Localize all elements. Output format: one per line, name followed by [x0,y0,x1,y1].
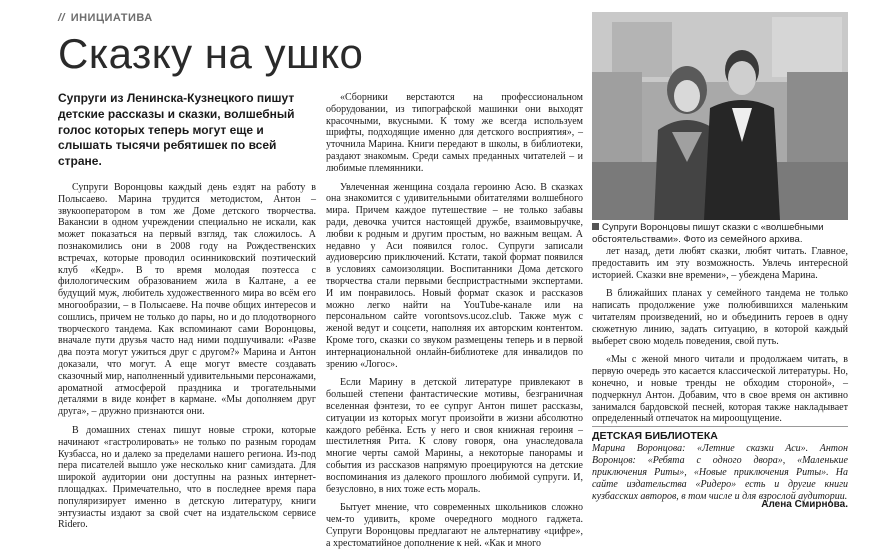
headline: Сказку на ушко [58,30,364,77]
author-byline: Алена Смирнова. [761,499,848,510]
paragraph: «Сборники верстаются на профессиональном оборудовании, из типографской машинки они выходят красочными, вкусными. К тому же всегда используем шрифты, подходящие именно для детского восприятия», – уточнила Марина. Книги передают в школы, в библиотеки, раздают знакомым. Среди самых преданных читателей – и любимые племянники. [326,92,583,174]
article-column-1 [58,182,316,531]
sidebar-divider [592,426,848,427]
article-column-3 [592,246,848,425]
photo-caption [592,222,848,245]
caption-marker-icon [592,223,599,230]
paragraph: Супруги Воронцовы каждый день ездят на работу в Полысаево. Марина трудится методистом, Антон – звукооператором в том же Доме детского творчества. Вакансии в одном учреждении специально не искали, как может показаться на первый взгляд, так сложилось. А познакомились они в 2008 году на Рождественских встречах, которые проводил осинниковский поэтический клуб «Кедр». В то время молодая поэтесса с филологическим образованием жила в Калтане, а ее будущий муж, любитель художественного мира во всём его многообразии, – в Полысаеве. На почве общих интересов и сошлись, причем не только до пары, но и до плодотворного творческого тандема. Как вспоминают сами Воронцовы, вначале пути друзья часто над ними подшучивали: «Разве два поэта могут ужиться друг с другом?» Марина и Антон доказали, что могут. А еще могут вместе создавать сказочный мир, наполненный удивительными персонажами, ароматной атмосферой праздника и трогательными деталями в виде конфет в кармане. «Мы дополняем друг друга», – дружно признаются они. [58,182,316,418]
photo-illustration [592,12,848,220]
paragraph: Если Марину в детской литературе привлекают в большей степени фантастические мотивы, безграничная вселенная фэнтези, то ее супруг Антон пишет рассказы, ситуации из которых могут произойти в жизни абсолютно каждого ребёнка. Есть у него и своя книжная героиня – шестилетняя Рита. К слову говоря, она унаследовала многие черты самой Марины, а некоторые панорамы и события из рассказов напрямую проецируются на детские воспоминания из далекого прошлого любимой супруги. И, безусловно, в них тоже есть мораль. [326,377,583,495]
sidebar-title: ДЕТСКАЯ БИБЛИОТЕКА [592,430,718,442]
paragraph: В ближайших планах у семейного тандема не только написать продолжение уже полюбившихся маленьким читателям произведений, но и объединить героев в одну сюжетную линию, задать ситуацию, в которой каждый выберет свою модель поведения, свой путь. [592,288,848,347]
lead-paragraph: Супруги из Ленинска-Кузнецкого пишут детские рассказы и сказки, волшебный голос которых теперь могут еще и слышать тысячи ребятишек по всей стране. [58,91,295,169]
sidebar-body: Марина Воронцова: «Летние сказки Аси». Антон Воронцов: «Ребята с одного двора», «Маленькие приключения Риты», «Новые приключения Риты». На сайте издательства «Ридеро» есть и другие книги кузбасских авторов, в том числе и для взрослой аудитории. [592,443,848,502]
rubric [58,12,153,24]
paragraph: В домашних стенах пишут новые строки, которые начинают «гастролировать» не только по разным городам Кузбасса, но и далеко за пределами нашего региона. Из-под пера писателей вышло уже несколько книг самиздата. Для широкой аудитории они доступны на разных интернет-площадках. Примечательно, что в последнее время пара популяризирует именно в детскую литературу, книги энтузиасты издают за свой счет на издательском сервисе Ridero. [58,424,316,531]
paragraph: лет назад, дети любят сказки, любят читать. Главное, предоставить им эту возможность. Увлечь интересной историей. Сказки вне времени», – убеждена Марина. [592,246,848,281]
couple-photo [592,12,848,220]
paragraph: Увлеченная женщина создала героиню Асю. В сказках она знакомится с удивительными обитателями волшебного мира. Причем каждое путешествие – не только забавы ради, девочка учится настоящей дружбе, взаимовыручке, любви к родным и другим простым, но важным вещам. А недавно у Аси появился голос. Супруги записали аудиоверсию приключений. Кстати, такой формат появился в условиях самоизоляции. Воспитанники Дома детского творчества стали первыми беспристрастными экспертами. И им понравилось. Новый формат сказок и рассказов можно легко найти на YouTube-канале или на персональном сайте vorontsovs.ucoz.club. Также муж с женой ведут и соцсети, наполняя их авторским контентом. Кроме того, сказки со звуком размещены теперь и в первой интернациональной онлайн-библиотеке для инвалидов по зрению «Логос». [326,181,583,370]
caption-text: Супруги Воронцовы пишут сказки с «волшебными обстоятельствами». Фото из семейного архива. [592,222,824,245]
rubric-label: ИНИЦИАТИВА [70,12,153,24]
rubric-prefix: // [58,12,66,24]
paragraph: «Мы с женой много читали и продолжаем читать, в первую очередь это касается классической литературы. Но, конечно, и новые тренды не обходим стороной», – подчеркнул Антон. Добавим, что в свое время он активно занимался бардовской песней, которая также накладывает определенный отпечаток на мироощущение. [592,354,848,425]
paragraph: Бытует мнение, что современных школьников сложно чем-то удивить, кроме очередного модного гаджета. Супруги Воронцовы предлагают не альтернативу «цифре», а хрестоматийное дополнение к ней. «Как и много [326,502,583,549]
article-column-2 [326,92,583,549]
